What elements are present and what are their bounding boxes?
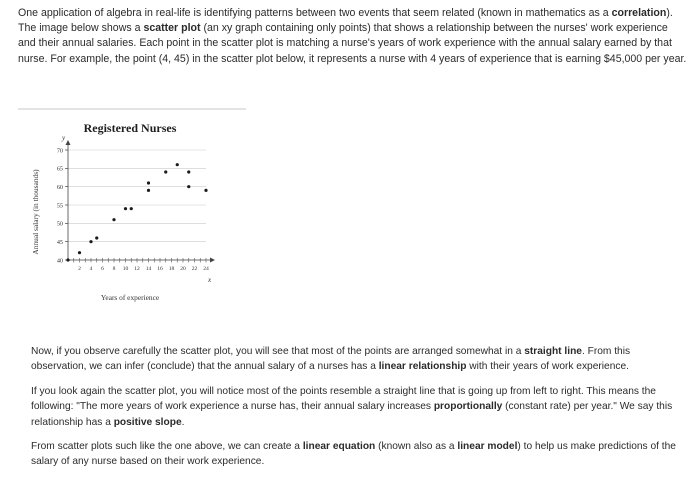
- paragraph-linear-model: [31, 439, 686, 470]
- scatter-plot: [24, 114, 224, 314]
- x-axis-letter: x: [208, 276, 212, 284]
- data-point: [176, 163, 179, 166]
- data-point: [66, 258, 69, 261]
- y-tick-label: 45: [56, 238, 63, 246]
- intro-text: One application of algebra in real-life is identifying patterns between two events that seem related (known in mathematics as a: [18, 7, 612, 19]
- x-tick-label: 8: [112, 266, 116, 272]
- x-tick-label: 4: [89, 266, 93, 272]
- x-tick-label: 6: [101, 266, 104, 272]
- para-text: If you look again the scatter plot, you will notice most of the points resemble a straight line that is going up from left to right. This means the following: "The more years of work experience a nurse has, their annual salary increases: [31, 385, 656, 413]
- scatter-plot-figure: [24, 114, 224, 314]
- chart-title: Registered Nurses: [83, 121, 177, 135]
- intro-text: (an xy graph containing only points) that shows a relationship between the nurses' work experience and their annual salaries. Each point in the scatter plot is matching a nurse's years of work experience with the annual salary earned by that nurse. For example, the point (4, 45) in the scatter plot below, it represents a nurse with 4 years of experience that is earning $45,000 per year.: [18, 22, 687, 65]
- data-point: [78, 251, 81, 254]
- chart-background: [24, 114, 224, 314]
- para-text: .: [181, 416, 185, 428]
- x-tick-label: 16: [157, 266, 163, 272]
- x-tick-label: 20: [180, 266, 186, 272]
- y-axis-letter: y: [62, 134, 66, 142]
- para-text: Now, if you observe carefully the scatter plot, you will see that most of the points are arranged somewhat in a: [31, 346, 525, 357]
- intro-term-correlation: correlation: [611, 7, 667, 19]
- data-point: [187, 170, 190, 173]
- term-linear-equation: linear equation: [302, 441, 376, 453]
- data-point: [112, 218, 115, 221]
- data-point: [187, 185, 190, 188]
- data-point: [124, 207, 127, 210]
- x-tick-label: 12: [134, 266, 140, 272]
- y-tick-label: 70: [56, 147, 63, 155]
- y-tick-label: 40: [56, 257, 63, 265]
- term-straight-line: straight line: [524, 346, 582, 357]
- para-text: with their years of work experience.: [466, 361, 629, 373]
- intro-term-scatter-plot: scatter plot: [143, 22, 201, 35]
- x-tick-label: 18: [168, 266, 175, 272]
- data-point: [95, 236, 98, 239]
- y-tick-label: 65: [56, 165, 63, 173]
- explanation-section: [31, 344, 686, 479]
- para-text: (known also as a: [375, 441, 458, 453]
- paragraph-positive-slope: [31, 384, 686, 430]
- para-text: (constant rate) per year." We say this relationship has a: [31, 401, 673, 428]
- x-axis-label: Years of experience: [100, 293, 160, 302]
- x-tick-label: 22: [191, 266, 198, 272]
- term-proportionally: proportionally: [433, 401, 503, 413]
- intro-text: ). The image below shows a: [18, 7, 673, 35]
- data-point: [89, 240, 92, 243]
- para-text: . From this observation, we can infer (conclude) that the annual salary of a nurses has a: [31, 346, 631, 373]
- para-text: From scatter plots such like the one above, we can create a: [31, 441, 303, 453]
- term-linear-model: linear model: [457, 441, 518, 453]
- paragraph-linear-relationship: [31, 344, 686, 375]
- x-tick-label: 24: [203, 266, 209, 272]
- x-tick-label: 10: [122, 266, 129, 272]
- intro-paragraph: [18, 6, 688, 67]
- y-tick-label: 50: [56, 220, 63, 228]
- term-linear-relationship: linear relationship: [378, 361, 467, 373]
- data-point: [204, 189, 207, 192]
- x-tick-label: 2: [78, 266, 81, 272]
- divider: [18, 108, 246, 110]
- y-axis-label: Annual salary (in thousands): [31, 169, 40, 255]
- data-point: [164, 170, 167, 173]
- term-positive-slope: positive slope: [113, 416, 182, 428]
- y-tick-label: 55: [56, 202, 63, 210]
- para-text: ) to help us make predictions of the salary of any nurse based on their work experience.: [31, 441, 676, 468]
- data-point: [147, 181, 150, 184]
- x-tick-label: 14: [145, 266, 152, 272]
- data-point: [147, 189, 150, 192]
- data-point: [130, 207, 133, 210]
- y-tick-label: 60: [56, 183, 63, 191]
